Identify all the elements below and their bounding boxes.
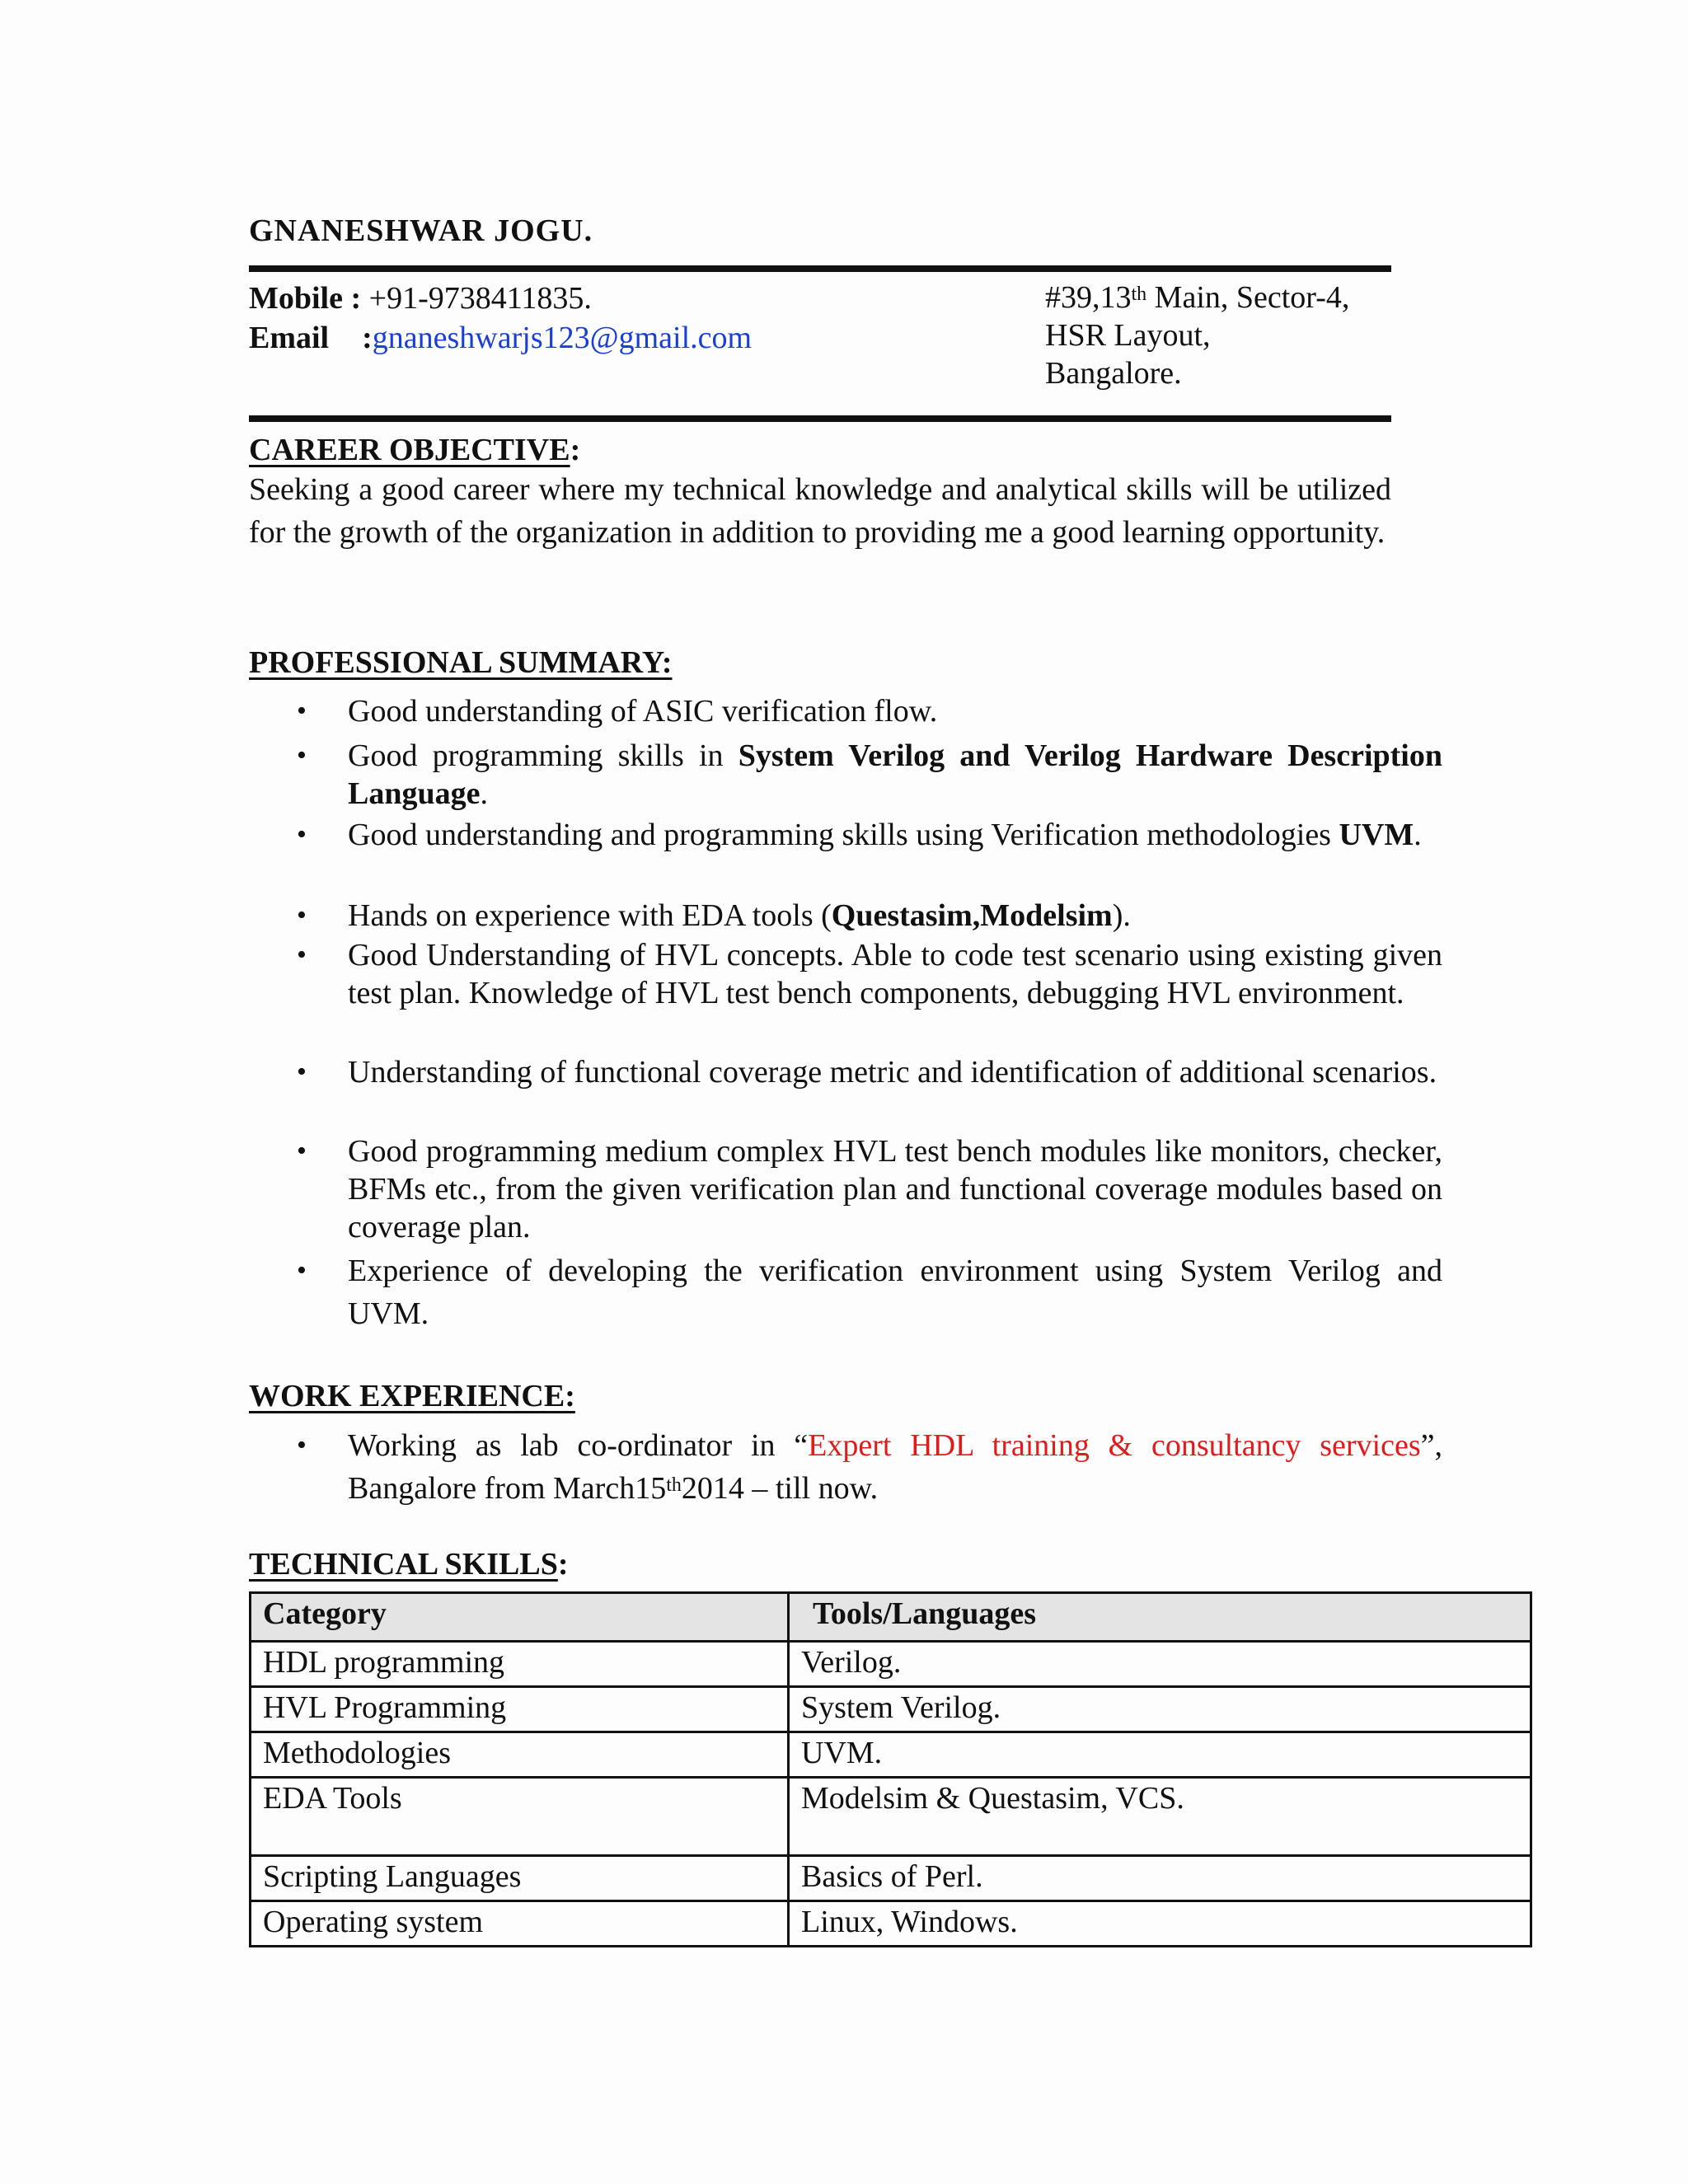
summary-item bbox=[297, 1132, 1442, 1246]
bullet-icon: • bbox=[297, 900, 307, 930]
summary-text: Hands on experience with EDA tools ( bbox=[348, 898, 832, 933]
tools-cell: UVM. bbox=[789, 1732, 1531, 1778]
summary-item bbox=[297, 692, 1442, 730]
tools-cell: Linux, Windows. bbox=[789, 1901, 1531, 1947]
category-cell: Operating system bbox=[251, 1901, 789, 1947]
work-item bbox=[297, 1424, 1442, 1510]
email-separator: : bbox=[362, 321, 373, 355]
summary-item bbox=[297, 1249, 1442, 1335]
summary-text: ). bbox=[1112, 898, 1131, 933]
skills-table bbox=[249, 1591, 1532, 1947]
summary-text: . bbox=[1414, 818, 1422, 852]
work-text: ”, Bangalore from March15 bbox=[348, 1428, 1442, 1506]
summary-text: Experience of developing the verification environment using System Verilog and UVM. bbox=[348, 1254, 1442, 1331]
address-superscript: th bbox=[1131, 284, 1147, 305]
category-cell: Methodologies bbox=[251, 1732, 789, 1778]
address-line-3: Bangalore. bbox=[1045, 356, 1182, 391]
summary-item bbox=[297, 737, 1442, 813]
table-row bbox=[251, 1687, 1531, 1732]
heading-colon: : bbox=[570, 433, 581, 467]
bottom-divider bbox=[249, 415, 1391, 422]
company-name: Expert HDL training & consultancy services bbox=[808, 1428, 1421, 1463]
header-cell-category: Category bbox=[251, 1593, 789, 1642]
address-line-2: HSR Layout, bbox=[1045, 318, 1211, 353]
technical-skills-heading bbox=[249, 1546, 569, 1582]
candidate-name: GNANESHWAR JOGU. bbox=[249, 213, 593, 248]
table-row bbox=[251, 1856, 1531, 1901]
work-text: 2014 – till now. bbox=[681, 1471, 879, 1506]
category-cell: HDL programming bbox=[251, 1642, 789, 1687]
summary-text: Good programming skills in bbox=[348, 738, 738, 773]
heading-colon: : bbox=[557, 1547, 569, 1582]
bullet-icon: • bbox=[297, 1136, 307, 1166]
bullet-icon: • bbox=[297, 1430, 307, 1460]
summary-text: Understanding of functional coverage metric and identification of additional scenarios. bbox=[348, 1055, 1437, 1090]
email-label: Email bbox=[249, 321, 330, 355]
bullet-icon: • bbox=[297, 740, 307, 771]
category-cell: EDA Tools bbox=[251, 1778, 789, 1856]
summary-text: . bbox=[480, 776, 488, 811]
top-divider bbox=[249, 265, 1391, 272]
summary-item bbox=[297, 897, 1442, 935]
summary-text: Good Understanding of HVL concepts. Able to code test scenario using existing given test plan. Knowledge of HVL test bench components, debugging HVL environment. bbox=[348, 938, 1442, 1010]
summary-text: Good programming medium complex HVL test bench modules like monitors, checker, BFMs etc., from the given verification plan and functional coverage modules based on coverage plan. bbox=[348, 1134, 1442, 1244]
header-cell-tools: Tools/Languages bbox=[789, 1593, 1531, 1642]
address-street: Main, Sector-4, bbox=[1146, 280, 1350, 315]
tools-cell: System Verilog. bbox=[789, 1687, 1531, 1732]
mobile-value: +91-9738411835. bbox=[368, 281, 592, 316]
summary-text: Good understanding and programming skills using Verification methodologies bbox=[348, 818, 1339, 852]
date-superscript: th bbox=[666, 1474, 682, 1496]
work-text: Working as lab co-ordinator in “ bbox=[348, 1428, 809, 1463]
summary-text: Good understanding of ASIC verification flow. bbox=[348, 694, 938, 729]
professional-summary-heading: PROFESSIONAL SUMMARY: bbox=[249, 645, 673, 680]
email-line bbox=[249, 318, 752, 358]
email-link[interactable]: gnaneshwarjs123@gmail.com bbox=[372, 321, 753, 355]
mobile-label: Mobile : bbox=[249, 281, 362, 316]
address-number: #39,13 bbox=[1045, 280, 1132, 315]
address-block bbox=[1045, 279, 1349, 392]
category-cell: HVL Programming bbox=[251, 1687, 789, 1732]
summary-bold-text: System Verilog and Verilog Hardware Description Language bbox=[348, 738, 1442, 811]
category-cell: Scripting Languages bbox=[251, 1856, 789, 1901]
table-row bbox=[251, 1732, 1531, 1778]
bullet-icon: • bbox=[297, 696, 307, 726]
tools-cell: Verilog. bbox=[789, 1642, 1531, 1687]
bullet-icon: • bbox=[297, 1255, 307, 1286]
table-row bbox=[251, 1901, 1531, 1947]
bullet-icon: • bbox=[297, 819, 307, 850]
address-line-1 bbox=[1045, 279, 1349, 316]
summary-item bbox=[297, 1053, 1442, 1091]
mobile-line bbox=[249, 279, 752, 318]
tools-cell: Basics of Perl. bbox=[789, 1856, 1531, 1901]
bullet-icon: • bbox=[297, 1057, 307, 1087]
career-objective-heading bbox=[249, 432, 580, 468]
work-experience-heading: WORK EXPERIENCE: bbox=[249, 1379, 575, 1413]
tools-cell: Modelsim & Questasim, VCS. bbox=[789, 1778, 1531, 1856]
bullet-icon: • bbox=[297, 940, 307, 970]
summary-bold-text: UVM bbox=[1339, 818, 1414, 852]
summary-bold-text: Questasim,Modelsim bbox=[831, 898, 1113, 933]
career-objective-text: Seeking a good career where my technical knowledge and analytical skills will be utilized for the growth of the organization in addition to providing me a good learning opportunity. bbox=[249, 472, 1391, 550]
summary-item bbox=[297, 936, 1442, 1012]
contact-info bbox=[249, 279, 752, 358]
table-header-row bbox=[251, 1593, 1531, 1642]
summary-item bbox=[297, 816, 1442, 854]
career-objective-heading-text: CAREER OBJECTIVE bbox=[249, 433, 570, 467]
table-row bbox=[251, 1642, 1531, 1687]
table-row bbox=[251, 1778, 1531, 1856]
technical-skills-heading-text: TECHNICAL SKILLS bbox=[249, 1547, 558, 1582]
